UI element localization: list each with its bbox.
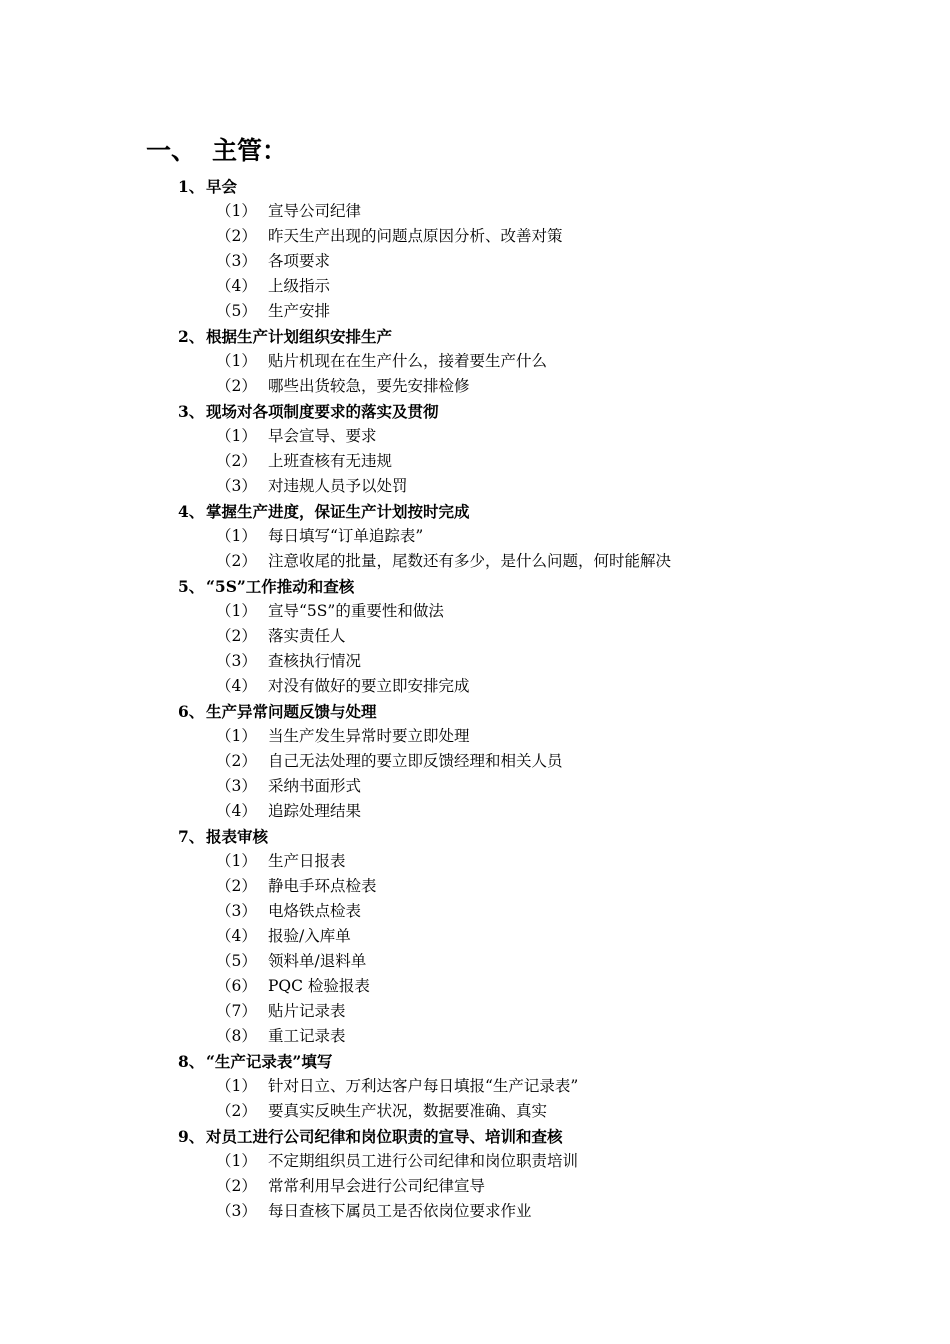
item-number: （5） (216, 302, 257, 320)
duty-title-text: 报表审核 (206, 827, 269, 846)
list-item (0, 424, 950, 449)
item-number: （3） (216, 902, 257, 920)
list-item (0, 299, 950, 324)
list-item (0, 474, 950, 499)
list-item (0, 1024, 950, 1049)
item-number: （4） (216, 802, 257, 820)
item-number: （1） (216, 1152, 257, 1170)
item-text: 重工记录表 (268, 1027, 346, 1045)
item-number: （2） (216, 877, 257, 895)
item-text: 自己无法处理的要立即反馈经理和相关人员 (268, 752, 563, 770)
item-text: 贴片机现在在生产什么，接着要生产什么 (268, 352, 548, 370)
duty-number: 4、 (178, 502, 205, 521)
item-number: （1） (216, 727, 257, 745)
item-text: 查核执行情况 (268, 652, 362, 670)
item-number: （1） (216, 427, 257, 445)
duty-number: 3、 (178, 402, 205, 421)
duty-number: 7、 (178, 827, 205, 846)
list-item (0, 199, 950, 224)
item-text: 对违规人员予以处罚 (268, 477, 408, 495)
item-text: 早会宣导、要求 (268, 427, 377, 445)
item-number: （2） (216, 227, 257, 245)
duty-title-text: 掌握生产进度，保证生产计划按时完成 (206, 502, 470, 521)
list-item (0, 949, 950, 974)
list-item (0, 1199, 950, 1224)
item-number: （5） (216, 952, 257, 970)
duty-number: 6、 (178, 702, 205, 721)
item-number: （3） (216, 252, 257, 270)
item-number: （1） (216, 852, 257, 870)
item-number: （2） (216, 452, 257, 470)
duty-title (0, 174, 950, 199)
list-item (0, 1074, 950, 1099)
item-text: 采纳书面形式 (268, 777, 362, 795)
item-number: （8） (216, 1027, 257, 1045)
duty-title (0, 1049, 950, 1074)
duty-title (0, 399, 950, 424)
item-number: （2） (216, 1102, 257, 1120)
duty-title-text: 根据生产计划组织安排生产 (206, 327, 393, 346)
item-number: （2） (216, 377, 257, 395)
item-number: （3） (216, 652, 257, 670)
list-item (0, 674, 950, 699)
item-text: 每日填写“订单追踪表” (268, 527, 424, 545)
item-text: 上级指示 (268, 277, 331, 295)
list-item (0, 1099, 950, 1124)
heading-number: 一、 (146, 136, 197, 165)
item-number: （4） (216, 927, 257, 945)
duty-title-text: 现场对各项制度要求的落实及贯彻 (206, 402, 439, 421)
list-item (0, 449, 950, 474)
item-text: 电烙铁点检表 (268, 902, 362, 920)
item-text: 各项要求 (268, 252, 331, 270)
heading-title: 主管： (212, 136, 288, 165)
list-item (0, 749, 950, 774)
item-number: （3） (216, 777, 257, 795)
duty-number: 2、 (178, 327, 205, 346)
item-number: （1） (216, 527, 257, 545)
duty-title (0, 1124, 950, 1149)
item-text: 针对日立、万利达客户每日填报“生产记录表” (268, 1077, 579, 1095)
item-text: 要真实反映生产状况，数据要准确、真实 (268, 1102, 548, 1120)
item-number: （2） (216, 1177, 257, 1195)
list-item (0, 549, 950, 574)
item-number: （1） (216, 352, 257, 370)
item-number: （2） (216, 752, 257, 770)
item-number: （4） (216, 677, 257, 695)
duty-number: 5、 (178, 577, 205, 596)
duty-title (0, 699, 950, 724)
list-item (0, 374, 950, 399)
item-number: （2） (216, 552, 257, 570)
item-number: （2） (216, 627, 257, 645)
duty-title (0, 499, 950, 524)
list-item (0, 524, 950, 549)
duty-title (0, 574, 950, 599)
list-item (0, 799, 950, 824)
duty-title-text: “5S”工作推动和查核 (206, 577, 355, 596)
duty-list (0, 174, 950, 1224)
list-item (0, 974, 950, 999)
item-number: （1） (216, 1077, 257, 1095)
item-text: 领料单/退料单 (268, 952, 367, 970)
item-text: PQC 检验报表 (268, 977, 370, 995)
duty-title-text: “生产记录表”填写 (206, 1052, 333, 1071)
item-number: （3） (216, 477, 257, 495)
item-text: 不定期组织员工进行公司纪律和岗位职责培训 (268, 1152, 579, 1170)
list-item (0, 1174, 950, 1199)
list-item (0, 924, 950, 949)
list-item (0, 224, 950, 249)
duty-number: 1、 (178, 177, 205, 196)
duty-number: 9、 (178, 1127, 205, 1146)
item-number: （7） (216, 1002, 257, 1020)
list-item (0, 274, 950, 299)
item-text: 常常利用早会进行公司纪律宣导 (268, 1177, 486, 1195)
section-heading (146, 134, 287, 168)
item-text: 宣导“5S”的重要性和做法 (268, 602, 444, 620)
item-number: （3） (216, 1202, 257, 1220)
item-text: 哪些出货较急，要先安排检修 (268, 377, 470, 395)
item-number: （1） (216, 602, 257, 620)
item-text: 生产日报表 (268, 852, 346, 870)
list-item (0, 1149, 950, 1174)
list-item (0, 249, 950, 274)
duty-number: 8、 (178, 1052, 205, 1071)
list-item (0, 899, 950, 924)
duty-title-text: 早会 (206, 177, 238, 196)
list-item (0, 649, 950, 674)
item-text: 每日查核下属员工是否依岗位要求作业 (268, 1202, 532, 1220)
item-text: 注意收尾的批量，尾数还有多少，是什么问题，何时能解决 (268, 552, 672, 570)
item-text: 落实责任人 (268, 627, 346, 645)
item-text: 静电手环点检表 (268, 877, 377, 895)
item-text: 宣导公司纪律 (268, 202, 362, 220)
item-text: 贴片记录表 (268, 1002, 346, 1020)
item-number: （6） (216, 977, 257, 995)
list-item (0, 774, 950, 799)
duty-title (0, 324, 950, 349)
duty-title-text: 生产异常问题反馈与处理 (206, 702, 377, 721)
list-item (0, 599, 950, 624)
list-item (0, 874, 950, 899)
item-number: （4） (216, 277, 257, 295)
list-item (0, 999, 950, 1024)
list-item (0, 849, 950, 874)
item-number: （1） (216, 202, 257, 220)
item-text: 昨天生产出现的问题点原因分析、改善对策 (268, 227, 563, 245)
item-text: 当生产发生异常时要立即处理 (268, 727, 470, 745)
list-item (0, 624, 950, 649)
list-item (0, 349, 950, 374)
duty-title (0, 824, 950, 849)
duty-title-text: 对员工进行公司纪律和岗位职责的宣导、培训和查核 (206, 1127, 563, 1146)
item-text: 报验/入库单 (268, 927, 351, 945)
item-text: 追踪处理结果 (268, 802, 362, 820)
list-item (0, 724, 950, 749)
item-text: 对没有做好的要立即安排完成 (268, 677, 470, 695)
item-text: 生产安排 (268, 302, 331, 320)
item-text: 上班查核有无违规 (268, 452, 393, 470)
